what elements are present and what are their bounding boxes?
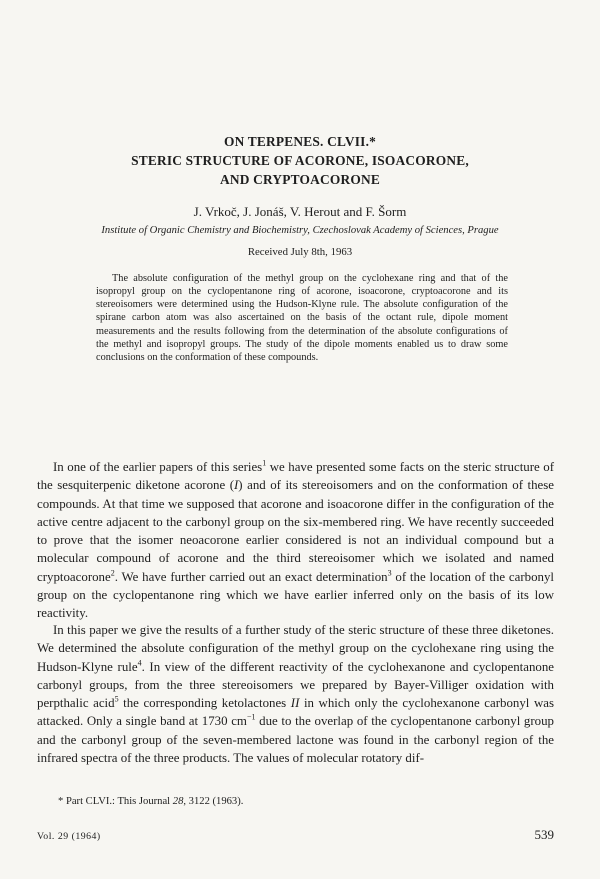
p1-text: ) and of its stereoisomers and on the conformation of these compounds. At that time we supposed that acorone and isoacorone differ in the configuration of the active centre adjacent to the carbonyl group on the six-membered ring. We have recently succeeded to prove that the isomer neoacorone earlier considered is not an individual compound but a molecular compound of acorone and the third stereoisomer which we isolated and named cryptoacorone <box>37 478 554 584</box>
ref-5: 5 <box>114 694 119 704</box>
p1-text: . We have further carried out an exact determination <box>114 569 388 584</box>
compound-label: I <box>234 478 239 493</box>
ref-2: 2 <box>110 568 115 578</box>
affiliation: Institute of Organic Chemistry and Biochemistry, Czechoslovak Academy of Sciences, Prague <box>101 225 499 236</box>
journal-volume: Vol. 29 (1964) <box>37 831 101 842</box>
abstract: The absolute configuration of the methyl group on the cyclohexane ring and that of the isopropyl group on the cyclopentanone ring of acorone, isoacorone, cryptoacorone and its stereoisomers were determined using the Hudson-Klyne rule. The absolute configuration of the spirane carbon atom was also ascertained on the basis of the octant rule, dipole moment measurements and the results following from the determination of the absolute configurations of the methyl and isopropyl groups. The study of the dipole moments enabled us to draw some conclusions on the conformation of these compounds. <box>96 273 508 363</box>
paragraph-1 <box>37 458 554 622</box>
ref-3: 3 <box>387 568 392 578</box>
title-line-3: AND CRYPTOACORONE <box>219 172 381 187</box>
authors: J. Vrkoč, J. Jonáš, V. Herout and F. Šorm <box>193 204 407 219</box>
p1-text: we have presented some facts on the steric structure of the sesquiterpenic diketone acorone ( <box>37 460 555 493</box>
footnote-text: , 3122 (1963). <box>183 796 244 807</box>
p2-text: In this paper we give the results of a further study of the steric structure of these three diketones. We determined the absolute configuration of the methyl group on the cyclohexane ring using the Hudson-Klyne rule <box>37 623 554 674</box>
footnote-text: * Part CLVI.: This Journal <box>58 796 173 807</box>
compound-label: II <box>290 696 300 710</box>
p2-text: . In view of the different reactivity of the cyclohexanone and cyclopentanone carbonyl groups, from the three stereoisomers we prepared by Bayer-Villiger oxidation with perpthalic acid <box>37 659 555 710</box>
paragraph-2 <box>37 621 554 767</box>
footnote <box>58 796 243 807</box>
title-line-2: STERIC STRUCTURE OF ACORONE, ISOACORONE, <box>131 153 469 168</box>
p2-text: due to the overlap of the cyclopentanone carbonyl group and the carbonyl group of the seven-membered lactone was found in the carbonyl region of the infrared spectra of the three products. The values of molecular rotatory dif- <box>37 714 555 765</box>
unit-exponent: −1 <box>246 712 256 722</box>
p1-text: of the location of the carbonyl group on the cyclopentanone ring which we have earlier inferred only on the basis of its low reactivity. <box>37 569 554 620</box>
p2-text: in which only the cyclohexanone carbonyl was attacked. Only a single band at 1730 cm <box>37 696 554 729</box>
footnote-volume: 28 <box>172 796 184 807</box>
ref-1: 1 <box>262 458 267 468</box>
received-date: Received July 8th, 1963 <box>247 246 353 258</box>
page-number: 539 <box>534 827 554 842</box>
p1-text: In one of the earlier papers of this series <box>53 460 263 474</box>
ref-4: 4 <box>137 658 142 668</box>
title-line-1: ON TERPENES. CLVII.* <box>223 134 377 149</box>
p2-text: the corresponding ketolactones <box>118 696 291 710</box>
